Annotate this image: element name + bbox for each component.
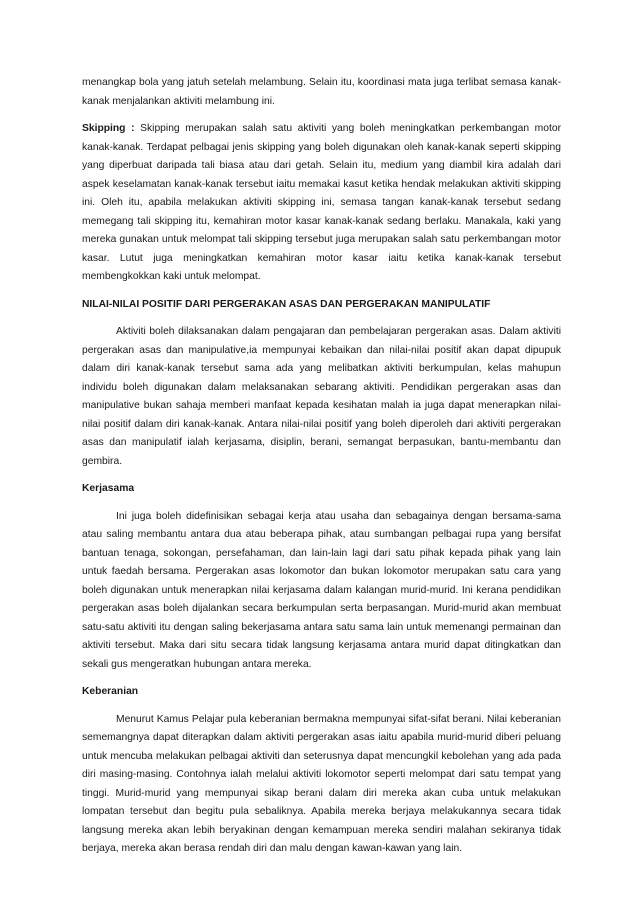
continuation-paragraph: menangkap bola yang jatuh setelah melambung. Selain itu, koordinasi mata juga terlibat semasa kanak-kanak menjalankan aktiviti melambung ini.	[82, 77, 561, 107]
section-heading: NILAI-NILAI POSITIF DARI PERGERAKAN ASAS DAN PERGERAKAN MANIPULATIF	[82, 298, 491, 310]
skipping-paragraph	[82, 120, 561, 287]
document-page	[82, 74, 561, 868]
skipping-text: Skipping merupakan salah satu aktiviti yang boleh meningkatkan perkembangan motor kanak-kanak. Terdapat pelbagai jenis skipping yang boleh digunakan oleh kanak-kanak seperti skipping yang diperbuat daripada tali biasa atau dari getah. Selain itu, medium yang diambil kira adalah dari aspek keselamatan kanak-kanak tersebut iaitu memakai kasut ketika hendak melakukan aktiviti skipping ini. Oleh itu, apabila melakukan aktiviti skipping ini, semasa tangan kanak-kanak tersebut sedang memegang tali skipping itu, kemahiran motor kasar kanak-kanak sedang berlaku. Manakala, kaki yang mereka gunakan untuk melompat tali skipping tersebut juga merupakan salah satu perkembangan motor kasar. Lutut juga meningkatkan kemahiran motor kasar iaitu ketika kanak-kanak tersebut membengkokkan kaki untuk melompat.	[82, 123, 561, 282]
section-paragraph: Aktiviti boleh dilaksanakan dalam pengajaran dan pembelajaran pergerakan asas. Dalam aktiviti pergerakan asas dan manipulative,ia mempunyai kebaikan dan nilai-nilai positif akan dapat dipupuk dalam diri kanak-kanak tersebut sama ada yang melibatkan aktiviti berkumpulan, kelas mahupun individu boleh digunakan dalam melaksanakan sebarang aktiviti. Pendidikan pergerakan asas dan manipulative bukan sahaja memberi manfaat kepada kesihatan malah ia juga dapat menerapkan nilai-nilai positif dalam diri kanak-kanak. Antara nilai-nilai positif yang boleh diperoleh dari aktiviti pergerakan asas dan manipulatif ialah kerjasama, disiplin, berani, semangat berpasukan, bantu-membantu dan gembira.	[82, 326, 561, 467]
keberanian-paragraph: Menurut Kamus Pelajar pula keberanian bermakna mempunyai sifat-sifat berani. Nilai keberanian sememangnya dapat diterapkan dalam aktiviti pergerakan asas iaitu apabila murid-murid diberi peluang untuk mencuba melakukan pelbagai aktiviti dan seterusnya dapat mencungkil kebolehan yang ada pada diri masing-masing. Contohnya ialah melalui aktiviti lokomotor seperti melompat dari satu tempat yang tinggi. Murid-murid yang mempunyai sikap berani dalam diri mereka akan cuba untuk melakukan lompatan tersebut dan begitu pula sebaliknya. Apabila mereka berjaya melakukannya secara tidak langsung mereka akan lebih beryakinan dengan kemampuan mereka sendiri malahan sekiranya tidak berjaya, mereka akan berasa rendah diri dan malu dengan kawan-kawan yang lain.	[82, 713, 561, 854]
kerjasama-heading: Kerjasama	[82, 483, 135, 494]
kerjasama-paragraph: Ini juga boleh didefinisikan sebagai kerja atau usaha dan sebagainya dengan bersama-sama atau saling membantu antara dua atau beberapa pihak, atau sumbangan pelbagai rupa yang bersifat bantuan tenaga, sokongan, persefahaman, dan lain-lain lagi dari satu pihak kepada pihak yang lain untuk faedah bersama. Pergerakan asas lokomotor dan bukan lokomotor merupakan satu cara yang boleh digunakan untuk menerapkan nilai kerjasama dalam kalangan murid-murid. Ini kerana pendidikan pergerakan asas boleh dijalankan secara berkumpulan serta berpasangan. Murid-murid akan membuat satu-satu aktiviti itu dengan saling bekerjasama antara satu sama lain untuk memenangi permainan dan aktiviti tersebut. Maka dari situ secara tidak langsung kerjasama antara murid dapat ditingkatkan dan sekali gus mengeratkan hubungan antara mereka.	[82, 510, 561, 670]
skipping-label: Skipping :	[82, 123, 135, 134]
keberanian-heading: Keberanian	[82, 686, 139, 697]
